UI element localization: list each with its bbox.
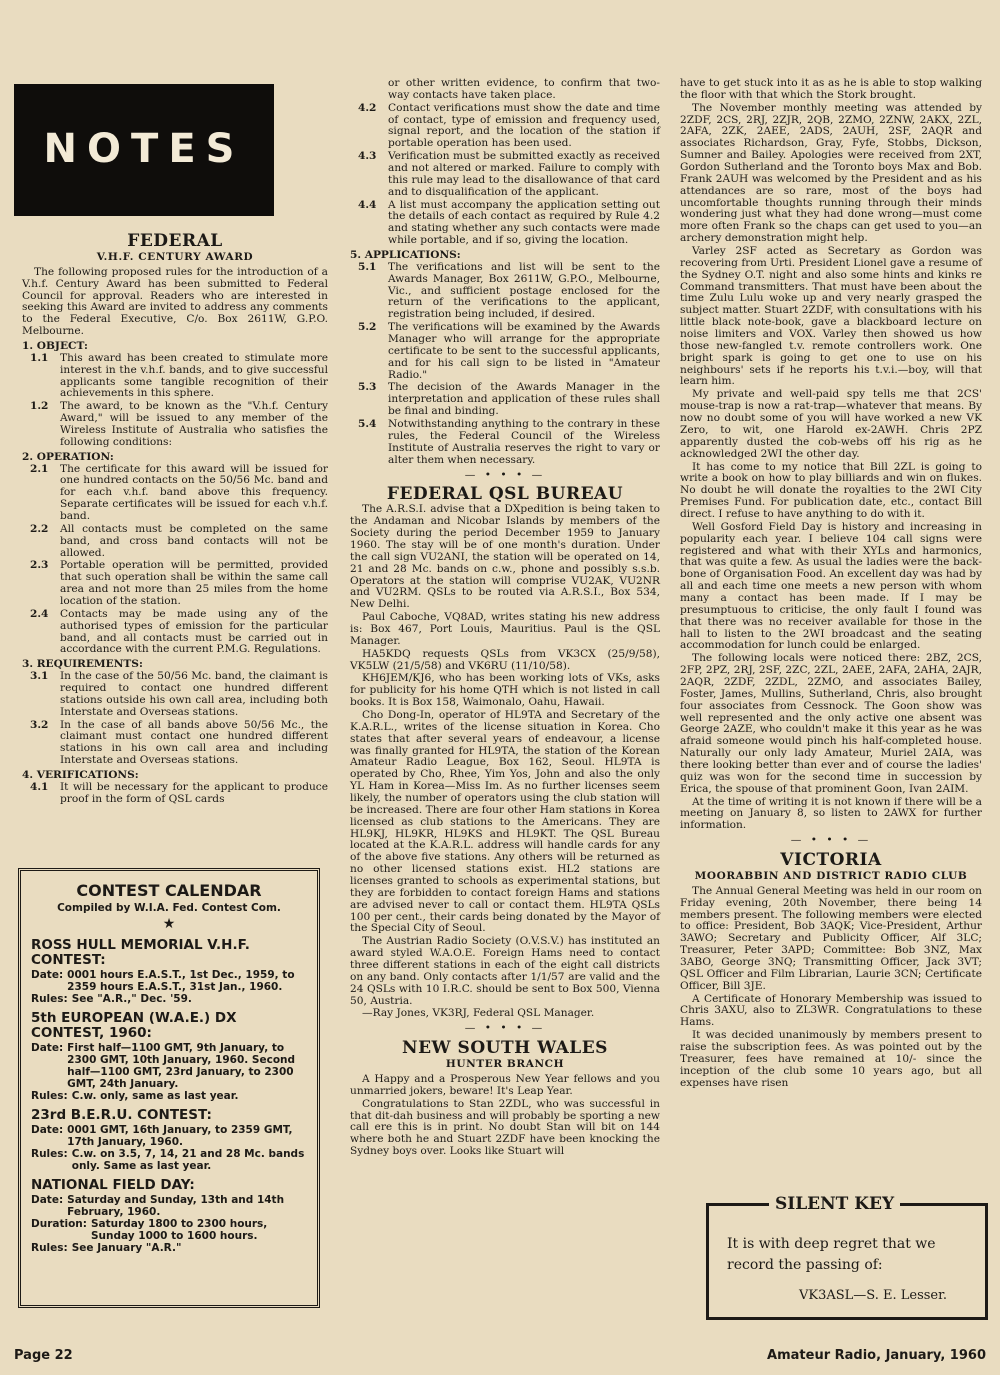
federal-heading: FEDERAL bbox=[127, 231, 223, 251]
federal-intro: The following proposed rules for the introduction of a V.h.f. Century Award has been submitted to Federal Council for approval. Readers who are interested in seeking this Award are invited to address any comments to the Federal Executive, C/o. Box 2611W, G.P.O. Melbourne. bbox=[22, 265, 328, 338]
rule: 2.2 All contacts must be completed on the same band, and cross band contacts will not be allowed. bbox=[30, 522, 328, 559]
column-3 bbox=[680, 78, 982, 1090]
qsl-paragraph: The Austrian Radio Society (O.V.S.V.) has instituted an award styled W.A.O.E. Foreign Hams need to contact three different stations in each of the eight call districts on any band. Only contacts after 1/1/57 are valid and the 24 QSLs with 10 I.R.C. should be sent to Box 500, Vienna 50, Austria. bbox=[350, 935, 660, 1007]
nsw-paragraph: The following locals were noticed there: 2BZ, 2CS, 2FP, 2PZ, 2RJ, 2SF, 2ZC, 2ZL, 2AEE, 2AFA, 2AHA, 2AJR, 2AQR, 2ZDF, 2ZDL, 2ZMO, and associates Bailey, Foster, James, Mullins, Sutherland, Chris, also brought four associates from Cessnock. The Goon show was well represented and the only active one absent was George 2AZE, who couldn't make it this year as he was afraid someone would pinch his half-completed house. Naturally our only lady Amateur, Muriel 2AIA, was there looking better than ever and of course the ladies' quiz was won for the second time in succession by Erica, the spouse of that prominent Goon, Ivan 2AIM. bbox=[680, 652, 982, 795]
notes-title: NOTES bbox=[43, 126, 245, 172]
rule: 5.4 Notwithstanding anything to the contrary in these rules, the Federal Council of the Wireless Institute of Australia reserves the right to vary or alter them when necessary. bbox=[358, 418, 660, 466]
federal-subheading: V.H.F. CENTURY AWARD bbox=[96, 251, 254, 264]
rule: 2.4 Contacts may be made using any of the authorised types of emission for the particular band, and all contacts must be carried out in accordance with the current P.M.G. Regulations. bbox=[30, 607, 328, 656]
qsl-paragraph: KH6JEM/KJ6, who has been working lots of VKs, asks for publicity for his home QTH which is not listed in call books. It is Box 158, Waimonalo, Oahu, Hawaii. bbox=[350, 672, 660, 709]
rule: 5.3 The decision of the Awards Manager in the interpretation and application of these rules shall be final and binding. bbox=[358, 381, 660, 418]
rule: 4.1 It will be necessary for the applicant to produce proof in the form of QSL cards bbox=[30, 780, 328, 805]
section-requirements: 3. REQUIREMENTS: bbox=[22, 658, 143, 671]
contest-calendar bbox=[18, 868, 320, 1308]
qsl-heading: FEDERAL QSL BUREAU bbox=[386, 484, 624, 505]
rule: 5.1 The verifications and list will be sent to the Awards Manager, Box 2611W, G.P.O., Melbourne, Vic., and sufficient postage enclosed for the return of the verifications to the applicant, registration being included, if desired. bbox=[358, 260, 660, 321]
calendar-title: CONTEST CALENDAR bbox=[76, 881, 262, 900]
qsl-paragraph: HA5KDQ requests QSLs from VK3CX (25/9/58), VK5LW (21/5/58) and VK6RU (11/10/58). bbox=[350, 647, 660, 672]
divider: — • • • — bbox=[790, 834, 872, 847]
nsw-paragraph: My private and well-paid spy tells me that 2CS' mouse-trap is now a rat-trap—whatever that means. By now no doubt some of you will have worked a new VK Zero, to wit, one Harold ex-2AWH. Chris 2PZ apparently dusted the cob-webs off his rig as he acknowledged 2WI the other day. bbox=[680, 388, 982, 460]
rule: or other written evidence, to confirm that two-way contacts have taken place. bbox=[388, 77, 660, 101]
contest-entry: 23rd B.E.R.U. CONTEST: Date: 0001 GMT, 16th January, to 2359 GMT, 17th January, 1960. Rules: C.w. on 3.5, 7, 14, 21 and 28 Mc. bands only. Same as last year. bbox=[31, 1106, 305, 1172]
notes-banner bbox=[14, 84, 274, 216]
nsw-paragraph: A Happy and a Prosperous New Year fellows and you unmarried jokers, beware! It's Leap Year. bbox=[350, 1072, 660, 1097]
section-operation: 2. OPERATION: bbox=[22, 450, 114, 463]
rule: 4.4 A list must accompany the application setting out the details of each contact as required by Rule 4.2 and stating whether any such contacts were made while portable, and if so, giving the location. bbox=[358, 198, 660, 247]
divider: — • • • — bbox=[464, 468, 546, 481]
victoria-paragraph: The Annual General Meeting was held in our room on Friday evening, 20th November, there being 14 members present. The following members were elected to office: President, Bob 3AQK; Vice-President, Arthur 3AWO; Secretary and Publicity Officer, Alf 3LC; Treasurer, Peter 3APD; Committee: Bob 3NZ, Max 3ABO, George 3NQ; Transmitting Officer, Jack 3VT; QSL Officer and Film Librarian, Laurie 3CN; Certificate Officer, Bill 3JE. bbox=[680, 884, 982, 992]
victoria-paragraph: It was decided unanimously by members present to raise the subscription fees. As was pointed out by the Treasurer, fees have remained at 10/- since the inception of the club some 10 years ago, but all expenses have risen bbox=[680, 1029, 982, 1089]
column-1 bbox=[22, 228, 328, 807]
nsw-paragraph: It has come to my notice that Bill 2ZL is going to write a book on how to play billiards and win on flukes. No doubt he will donate the royalties to the 2WI City Premises Fund. For publication date, etc., contact Bill direct. I refuse to have anything to do with it. bbox=[680, 460, 982, 520]
nsw-paragraph: The November monthly meeting was attended by 2ZDF, 2CS, 2RJ, 2ZJR, 2QB, 2ZMO, 2ZNW, 2AKX, 2ZL, 2AFA, 2ZK, 2AEE, 2ADS, 2AUH, 2SF, 2AQR and associates Richardson, Gray, Fyfe, Stobbs, Dickson, Sumner and Bailey. Apologies were received from 2XT, Gordon Sutherland and the Toronto boys Max and Bob. Frank 2AUH was welcomed by the President and as his attendances are so rare, most of the boys had uncomfortable thoughts running through their minds wondering just what they had done wrong—must come more often Frank so the chaps can get used to you—an archery demonstration might help. bbox=[680, 101, 982, 245]
calendar-subtitle: Compiled by W.I.A. Fed. Contest Com. bbox=[57, 902, 281, 914]
column-2 bbox=[350, 78, 660, 1159]
section-object: 1. OBJECT: bbox=[22, 339, 88, 352]
publication-footer: Amateur Radio, January, 1960 bbox=[767, 1348, 986, 1363]
nsw-paragraph: Congratulations to Stan 2ZDL, who was successful in that dit-dah business and will probably be sporting a new call ere this is in print. No doubt Stan will bit on 144 where both he and Stuart 2ZDF have been knocking the Sydney boys over. Looks like Stuart will bbox=[350, 1097, 660, 1158]
victoria-paragraph: A Certificate of Honorary Membership was issued to Chris 3AXU, also to ZL3WR. Congratulations to these Hams. bbox=[680, 992, 982, 1029]
qsl-paragraph: The A.R.S.I. advise that a DXpedition is being taken to the Andaman and Nicobar Islands by members of the Society during the period December 1959 to January 1960. The stay will be of one month's duration. Under the call sign VU2ANI, the station will be operated on 14, 21 and 28 Mc. bands on c.w., phone and possibly s.s.b. Operators at the station will comprise VU2AK, VU2NR and VU2RM. QSLs to be routed via A.R.S.I., Box 534, New Delhi. bbox=[350, 503, 660, 611]
rule: 2.3 Portable operation will be permitted, provided that such operation shall be within the same call area and not more than 25 miles from the home location of the station. bbox=[30, 559, 328, 607]
section-verifications: 4. VERIFICATIONS: bbox=[22, 769, 139, 782]
qsl-paragraph: Paul Caboche, VQ8AD, writes stating his new address is: Box 467, Port Louis, Mauritius. Paul is the QSL Manager. bbox=[350, 611, 660, 647]
contest-entry: ROSS HULL MEMORIAL V.H.F. CONTEST: Date: 0001 hours E.A.S.T., 1st Dec., 1959, to 2359 hours E.A.S.T., 31st Jan., 1960. Rules: See "A.R.," Dec. '59. bbox=[31, 937, 295, 1005]
rule: 5.2 The verifications will be examined by the Awards Manager who will arrange for the appropriate certificate to be sent to the successful applicants, and for his call sign to be listed in "Amateur Radio." bbox=[358, 321, 660, 381]
rule: 3.2 In the case of all bands above 50/56 Mc., the claimant must contact one hundred different stations in his own call area and including Interstate and Overseas stations. bbox=[30, 718, 328, 767]
contest-entry: NATIONAL FIELD DAY: Date: Saturday and Sunday, 13th and 14th February, 1960. Duration: Saturday 1800 to 2300 hours, Sunday 1000 to 1600 hours. Rules: See January "A.R." bbox=[31, 1176, 285, 1255]
contest-entry: 5th EUROPEAN (W.A.E.) DX CONTEST, 1960: Date: First half—1100 GMT, 9th January, to 2300 GMT, 10th January, 1960. Second half—1100 GMT, 23rd January, to 2300 GMT, 24th January. Rules: C.w. only, same as last year. bbox=[31, 1009, 296, 1102]
divider: — • • • — bbox=[464, 1022, 546, 1035]
rule: 3.1 In the case of the 50/56 Mc. band, the claimant is required to contact one hundred different stations outside his own call area, including both Interstate and Overseas stations. bbox=[30, 670, 328, 718]
rule: 4.3 Verification must be submitted exactly as received and not altered or marked. Failure to comply with this rule may lead to the disallowance of that card and to disqualification of the applicant. bbox=[358, 150, 660, 198]
nsw-paragraph: have to get stuck into it as as he is able to stop walking the floor with that which the Stork brought. bbox=[680, 77, 982, 101]
qsl-paragraph: Cho Dong-In, operator of HL9TA and Secretary of the K.A.R.L., writes of the license situation in Korea. Cho states that after several years of endeavour, a license was finally granted for HL9TA, the station of the Korean Amateur Radio League, Box 162, Seoul. HL9TA is operated by Cho, Rhee, Yim Yos, John and also the only YL Ham in Korea—Miss Im. As no further licenses seem likely, the number of operators using the club station will be increased. There are four other Ham stations in Korea licensed as club stations to the Americans. They are HL9KJ, HL9KR, HL9KS and HL9KT. The QSL Bureau located at the K.A.R.L. address will handle cards for any of the above five stations. Any others will be returned as no other licensed stations exist. HL2 stations are licenses granted to schools as experimental stations, but they are forbidden to contact foreign Hams and stations are advised never to call or contact them. HL9TA QSLs 100 per cent., their cards being donated by the Mayor of the Special City of Seoul. bbox=[350, 709, 660, 935]
page-number: Page 22 bbox=[14, 1348, 73, 1363]
rule: 1.2 The award, to be known as the "V.h.f. Century Award," will be issued to any member of the Wireless Institute of Australia who satisfies the following conditions: bbox=[30, 400, 328, 448]
star-icon: ★ bbox=[162, 916, 176, 932]
nsw-subheading: HUNTER BRANCH bbox=[445, 1058, 565, 1071]
victoria-heading: VICTORIA bbox=[780, 850, 882, 870]
nsw-paragraph: Varley 2SF acted as Secretary as Gordon was recovering from Urti. President Lionel gave a resume of the Sydney O.T. night and also some hints and kinks re Command transmitters. That must have been about the time Zulu Lulu woke up and very nearly grasped the subject matter. Stuart 2ZDF, with consultations with his little black note-book, gave a blackboard lecture on noise limiters and VOX. Varley then showed us how those new-fangled t.v. remote controllers work. One bright spark is going to get one to use on his neighbours' sets if he reports his t.v.i.—boy, will that learn him. bbox=[680, 245, 982, 388]
silent-key-label: SILENT KEY bbox=[769, 1194, 900, 1214]
rule: 2.1 The certificate for this award will be issued for one hundred contacts on the 50/56 Mc. band and for each v.h.f. band above this frequency. Separate certificates will be issued for each v.h.f. band. bbox=[30, 462, 328, 522]
victoria-subheading: MOORABBIN AND DISTRICT RADIO CLUB bbox=[694, 870, 968, 883]
nsw-paragraph: Well Gosford Field Day is history and increasing in popularity each year. I believe 104 call signs were registered and what with their XYLs and harmonics, that was quite a few. As usual the ladies were the back-bone of Organisation Food. An excellent day was had by all and each time one meets a new person with whom many a contact has been made. If I may be presumptuous to criticise, the only fault I found was that there was no receiver available for those in the hall to listen to the 2WI broadcast and the seating accommodation for lunch could be enlarged. bbox=[680, 520, 982, 652]
section-applications: 5. APPLICATIONS: bbox=[350, 249, 461, 262]
silent-key-box bbox=[706, 1194, 988, 1320]
rule: 4.2 Contact verifications must show the date and time of contact, type of emission and frequency used, signal report, and the location of the station if portable operation has been used. bbox=[358, 101, 660, 150]
nsw-heading: NEW SOUTH WALES bbox=[402, 1038, 608, 1059]
nsw-paragraph: At the time of writing it is not known if there will be a meeting on January 8, so listen to 2AWX for further information. bbox=[680, 795, 982, 832]
rule: 1.1 This award has been created to stimulate more interest in the v.h.f. bands, and to give successful applicants some tangible recognition of their achievements in this sphere. bbox=[30, 351, 328, 400]
silent-key-message: It is with deep regret that we record the passing of: bbox=[727, 1236, 936, 1273]
qsl-signoff: —Ray Jones, VK3RJ, Federal QSL Manager. bbox=[362, 1007, 595, 1020]
silent-key-name: VK3ASL—S. E. Lesser. bbox=[799, 1288, 948, 1303]
